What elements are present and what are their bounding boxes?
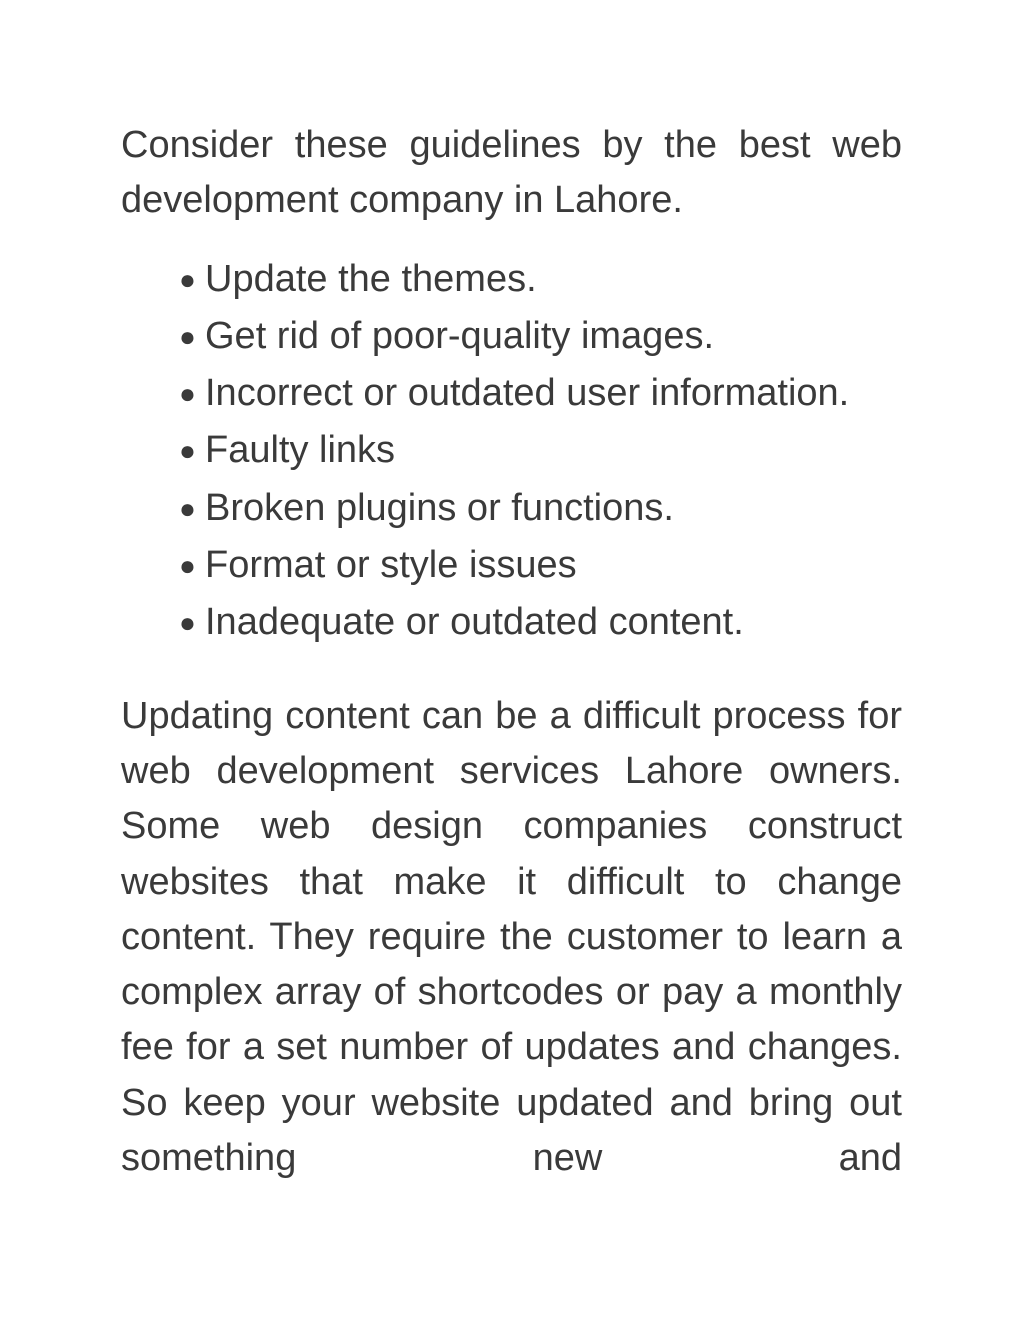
bullet-icon: ●	[179, 492, 196, 524]
body-paragraph: Updating content can be a difficult process for web development services Lahore owners. Some web design companies construct websites that make it difficult to change content. They require the customer to learn a complex array of shortcodes or pay a monthly fee for a set number of updates and changes. So keep your website updated and bring out something new and	[121, 694, 902, 1180]
list-item-text: Format or style issues	[205, 544, 577, 587]
list-item	[179, 423, 902, 480]
bullet-icon: ●	[179, 550, 196, 582]
list-item	[179, 366, 902, 423]
list-item-text: Broken plugins or functions.	[205, 486, 674, 529]
bullet-icon: ●	[179, 607, 196, 639]
bullet-icon: ●	[179, 263, 196, 295]
list-item-text: Update the themes.	[205, 257, 537, 300]
guidelines-list	[121, 252, 902, 653]
bullet-icon: ●	[179, 320, 196, 352]
bullet-icon: ●	[179, 378, 196, 410]
intro-paragraph: Consider these guidelines by the best web development company in Lahore.	[121, 124, 902, 222]
document-page	[121, 118, 902, 1186]
list-item	[179, 595, 902, 652]
list-item	[179, 309, 902, 366]
list-item	[179, 538, 902, 595]
list-item-text: Incorrect or outdated user information.	[205, 372, 850, 415]
list-item	[179, 252, 902, 309]
bullet-icon: ●	[179, 435, 196, 467]
list-item-text: Inadequate or outdated content.	[205, 601, 744, 644]
list-item-text: Get rid of poor-quality images.	[205, 314, 715, 357]
list-item	[179, 481, 902, 538]
list-item-text: Faulty links	[205, 429, 396, 472]
